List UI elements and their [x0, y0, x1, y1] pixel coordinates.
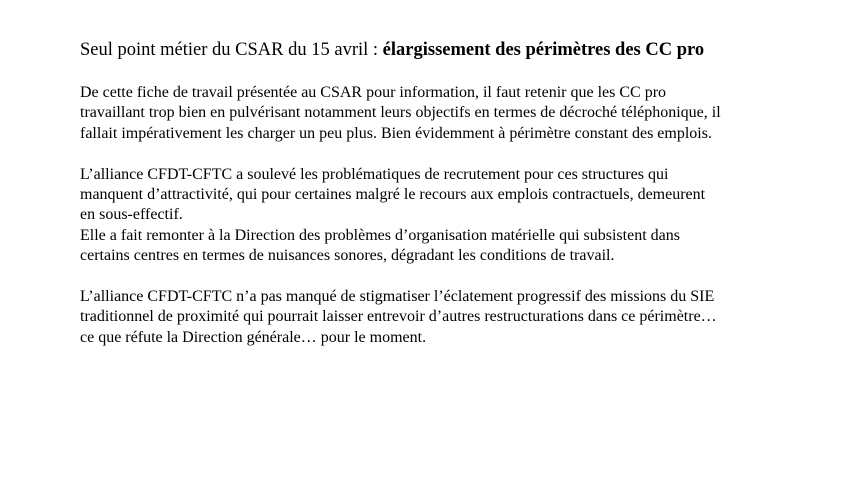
paragraph-gap [80, 267, 820, 287]
paragraph-4 [80, 287, 820, 348]
document-body [80, 83, 820, 348]
paragraph-3 [80, 226, 820, 267]
paragraph-2 [80, 165, 820, 226]
paragraph-gap [80, 144, 820, 164]
text-line: L’alliance CFDT-CFTC n’a pas manqué de stigmatiser l’éclatement progressif des missions du SIE [80, 288, 715, 306]
title-emphasis: élargissement des périmètres des CC pro [382, 40, 705, 60]
text-line: De cette fiche de travail présentée au CSAR pour information, il faut retenir que les CC pro [80, 84, 667, 101]
page-title [80, 38, 840, 62]
text-line: traditionnel de proximité qui pourrait laisser entrevoir d’autres restructurations dans ce périmètre… [80, 308, 717, 326]
text-line: travaillant trop bien en pulvérisant notamment leurs objectifs en termes de décroché téléphonique, il [80, 104, 721, 122]
title-prefix: Seul point métier du CSAR du 15 avril : [80, 40, 383, 60]
paragraph-1 [80, 83, 820, 144]
text-line: en sous-effectif. [80, 206, 183, 224]
text-line: manquent d’attractivité, qui pour certaines malgré le recours aux emplois contractuels, demeurent [80, 186, 706, 204]
text-line: fallait impérativement les charger un peu plus. Bien évidemment à périmètre constant des emplois. [80, 124, 712, 142]
text-line: ce que réfute la Direction générale… pour le moment. [80, 328, 427, 346]
text-line: L’alliance CFDT-CFTC a soulevé les problématiques de recrutement pour ces structures qui [80, 165, 669, 183]
text-line: certains centres en termes de nuisances sonores, dégradant les conditions de travail. [80, 247, 615, 265]
text-line: Elle a fait remonter à la Direction des problèmes d’organisation matérielle qui subsistent dans [80, 226, 680, 244]
